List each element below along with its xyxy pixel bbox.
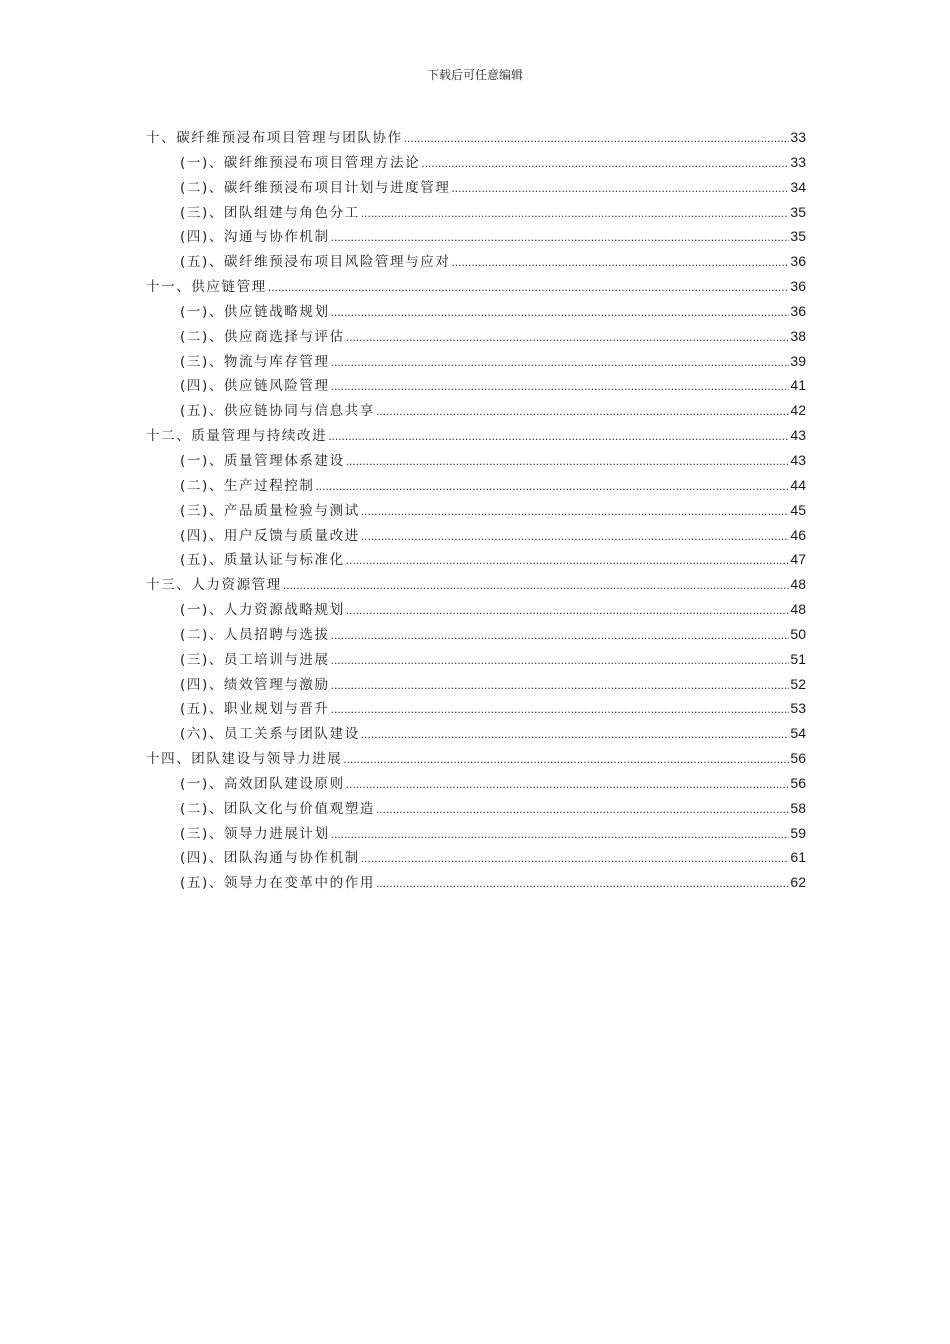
toc-entry-title: (一)、人力资源战略规划	[180, 602, 345, 619]
toc-entry-title: (二)、团队文化与价值观塑造	[180, 800, 375, 817]
toc-dot-leader	[331, 827, 790, 841]
toc-entry-title: 十、碳纤维预浸布项目管理与团队协作	[146, 130, 403, 146]
toc-section-entry[interactable]	[146, 697, 806, 722]
toc-page-number: 50	[790, 625, 806, 642]
toc-entry-title: (四)、团队沟通与协作机制	[180, 850, 360, 867]
toc-dot-leader	[361, 727, 790, 741]
toc-entry-title: 十二、质量管理与持续改进	[146, 428, 328, 445]
toc-section-entry[interactable]	[146, 399, 806, 424]
toc-page-number: 53	[790, 700, 806, 717]
toc-page-number: 44	[790, 476, 806, 493]
toc-dot-leader	[346, 603, 790, 617]
toc-page-number: 36	[790, 302, 806, 319]
toc-page-number: 34	[790, 178, 806, 195]
toc-entry-title: 十三、人力资源管理	[146, 577, 282, 594]
toc-entry-title: (四)、沟通与协作机制	[180, 229, 330, 246]
toc-dot-leader	[346, 330, 790, 344]
toc-section-entry[interactable]	[146, 350, 806, 375]
toc-section-entry[interactable]	[146, 722, 806, 747]
toc-page-number: 43	[790, 451, 806, 468]
toc-entry-title: (三)、员工培训与进展	[180, 651, 330, 668]
toc-section-entry[interactable]	[146, 797, 806, 822]
toc-entry-title: (一)、碳纤维预浸布项目管理方法论	[180, 154, 421, 171]
toc-entry-title: (五)、质量认证与标准化	[180, 552, 345, 569]
toc-entry-title: (二)、碳纤维预浸布项目计划与进度管理	[180, 179, 451, 196]
toc-page-number: 43	[790, 427, 806, 444]
toc-page-number: 45	[790, 501, 806, 518]
toc-chapter-entry[interactable]	[146, 275, 806, 300]
toc-page-number: 42	[790, 402, 806, 419]
toc-dot-leader	[283, 578, 790, 592]
toc-entry-title: (三)、团队组建与角色分工	[180, 204, 360, 221]
toc-page-number: 46	[790, 526, 806, 543]
toc-section-entry[interactable]	[146, 250, 806, 275]
toc-page-number: 56	[790, 774, 806, 791]
toc-entry-title: (四)、用户反馈与质量改进	[180, 527, 360, 544]
toc-page-number: 33	[790, 153, 806, 170]
toc-dot-leader	[451, 255, 789, 269]
toc-page-number: 58	[790, 799, 806, 816]
toc-dot-leader	[376, 404, 789, 418]
toc-chapter-entry[interactable]	[146, 424, 806, 449]
toc-chapter-entry[interactable]	[146, 747, 806, 772]
toc-dot-leader	[331, 355, 790, 369]
toc-entry-title: (三)、产品质量检验与测试	[180, 502, 360, 519]
toc-section-entry[interactable]	[146, 176, 806, 201]
toc-entry-title: (五)、碳纤维预浸布项目风险管理与应对	[180, 254, 451, 271]
toc-section-entry[interactable]	[146, 374, 806, 399]
toc-entry-title: (二)、生产过程控制	[180, 477, 315, 494]
toc-entry-title: 十一、供应链管理	[146, 279, 267, 296]
toc-entry-title: (一)、高效团队建设原则	[180, 775, 345, 792]
toc-dot-leader	[361, 529, 790, 543]
toc-entry-title: (五)、领导力在变革中的作用	[180, 875, 375, 892]
toc-entry-title: (三)、领导力进展计划	[180, 825, 330, 842]
toc-dot-leader	[421, 156, 789, 170]
toc-page-number: 48	[790, 601, 806, 618]
toc-entry-title: (六)、员工关系与团队建设	[180, 726, 360, 743]
toc-page-number: 59	[790, 824, 806, 841]
toc-page-number: 52	[790, 675, 806, 692]
toc-dot-leader	[376, 876, 789, 890]
toc-page-number: 35	[790, 203, 806, 220]
toc-dot-leader	[331, 678, 790, 692]
toc-section-entry[interactable]	[146, 300, 806, 325]
toc-dot-leader	[404, 131, 790, 145]
toc-entry-title: (三)、物流与库存管理	[180, 353, 330, 370]
toc-entry-title: (五)、供应链协同与信息共享	[180, 403, 375, 420]
toc-dot-leader	[361, 206, 790, 220]
toc-page-number: 48	[790, 576, 806, 593]
toc-section-entry[interactable]	[146, 151, 806, 176]
toc-dot-leader	[268, 280, 790, 294]
toc-page-number: 39	[790, 352, 806, 369]
toc-dot-leader	[361, 504, 790, 518]
toc-section-entry[interactable]	[146, 623, 806, 648]
toc-section-entry[interactable]	[146, 772, 806, 797]
toc-section-entry[interactable]	[146, 673, 806, 698]
toc-section-entry[interactable]	[146, 846, 806, 871]
toc-dot-leader	[346, 777, 790, 791]
toc-section-entry[interactable]	[146, 871, 806, 896]
toc-section-entry[interactable]	[146, 474, 806, 499]
toc-section-entry[interactable]	[146, 598, 806, 623]
toc-dot-leader	[331, 702, 790, 716]
toc-section-entry[interactable]	[146, 325, 806, 350]
toc-page-number: 36	[790, 278, 806, 295]
toc-page-number: 33	[790, 129, 806, 145]
toc-page-number: 62	[790, 874, 806, 891]
toc-section-entry[interactable]	[146, 548, 806, 573]
toc-section-entry[interactable]	[146, 201, 806, 226]
toc-dot-leader	[343, 752, 789, 766]
toc-page-number: 38	[790, 327, 806, 344]
toc-entry-title: (一)、供应链战略规划	[180, 303, 330, 320]
page-header: 下载后可任意编辑	[426, 68, 523, 82]
toc-page-number: 47	[790, 551, 806, 568]
toc-dot-leader	[331, 305, 790, 319]
toc-section-entry[interactable]	[146, 449, 806, 474]
toc-page-number: 36	[790, 253, 806, 270]
toc-page-number: 51	[790, 650, 806, 667]
toc-dot-leader	[376, 802, 789, 816]
toc-entry-title: 十四、团队建设与领导力进展	[146, 751, 343, 768]
toc-entry-title: (四)、供应链风险管理	[180, 378, 330, 395]
toc-section-entry[interactable]	[146, 499, 806, 524]
toc-entry-title: (二)、供应商选择与评估	[180, 328, 345, 345]
toc-dot-leader	[328, 429, 789, 443]
toc-chapter-entry[interactable]	[146, 573, 806, 598]
toc-page-number: 61	[790, 849, 806, 866]
toc-section-entry[interactable]	[146, 822, 806, 847]
toc-page-number: 35	[790, 228, 806, 245]
toc-dot-leader	[346, 454, 790, 468]
toc-dot-leader	[316, 479, 790, 493]
toc-entry-title: (二)、人员招聘与选拔	[180, 626, 330, 643]
toc-dot-leader	[451, 181, 789, 195]
toc-dot-leader	[331, 230, 790, 244]
toc-dot-leader	[331, 379, 790, 393]
toc-section-entry[interactable]	[146, 524, 806, 549]
toc-dot-leader	[346, 553, 790, 567]
toc-dot-leader	[331, 653, 790, 667]
toc-page-number: 41	[790, 377, 806, 394]
toc-dot-leader	[361, 851, 790, 865]
toc-page-number: 54	[790, 725, 806, 742]
toc-entry-title: (四)、绩效管理与激励	[180, 676, 330, 693]
toc-dot-leader	[331, 628, 790, 642]
toc-page-number: 56	[790, 750, 806, 767]
toc-section-entry[interactable]	[146, 648, 806, 673]
toc-section-entry[interactable]	[146, 225, 806, 250]
toc-entry-title: (五)、职业规划与晋升	[180, 701, 330, 718]
toc-chapter-entry[interactable]	[146, 126, 806, 151]
toc-entry-title: (一)、质量管理体系建设	[180, 452, 345, 469]
table-of-contents	[146, 126, 806, 896]
